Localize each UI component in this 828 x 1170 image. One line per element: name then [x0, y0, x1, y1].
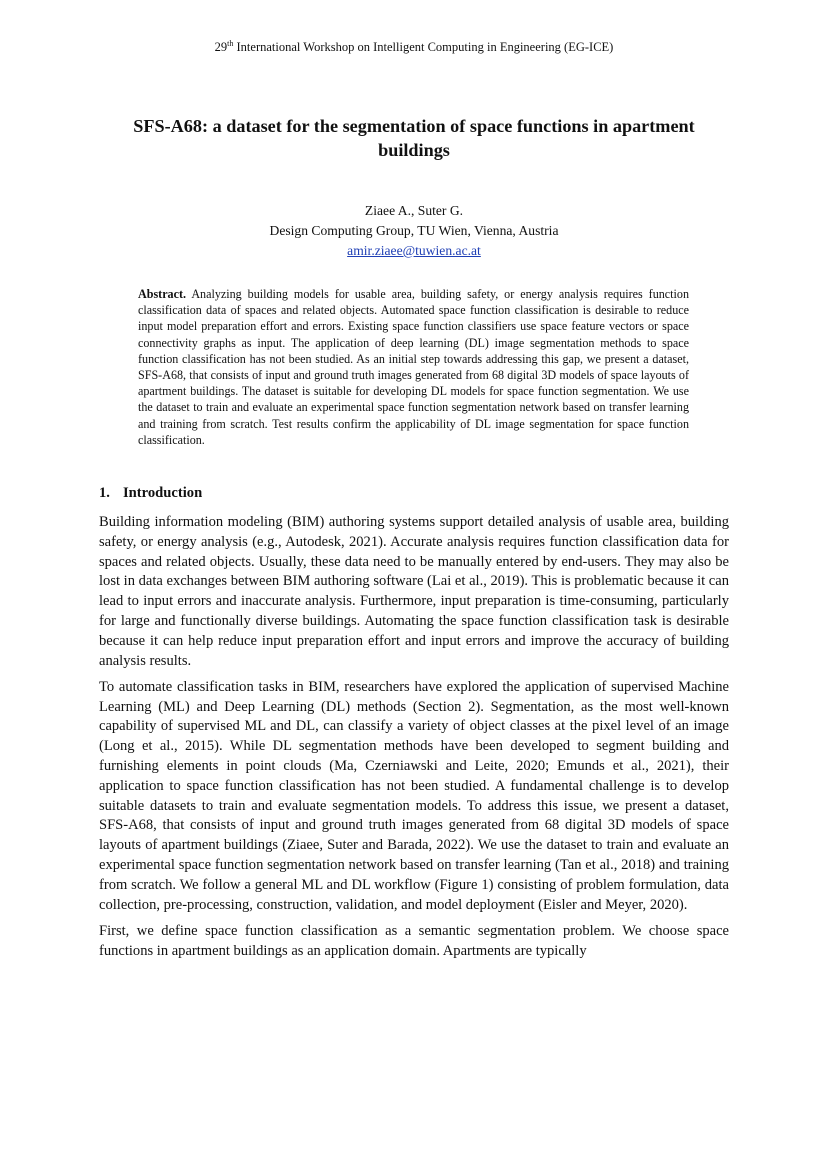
abstract-text: Analyzing building models for usable area, building safety, or energy analysis requires function classification data of spaces and related objects. Automated space function classification is desirable to reduce input model preparation effort and errors. Existing space function classifiers use space feature vectors or space connectivity graphs as input. The application of deep learning (DL) image segmentation methods to space function classification has not been studied. As an initial step towards addressing this gap, we present a dataset, SFS-A68, that consists of input and ground truth images generated from 68 digital 3D models of space layouts of apartment buildings. The dataset is suitable for developing DL models for space function segmentation. We use the dataset to train and evaluate an experimental space function segmentation network based on transfer learning and training from scratch. Test results confirm the applicability of DL image segmentation for space function classification. [138, 287, 689, 447]
abstract-label: Abstract. [138, 287, 187, 301]
abstract [138, 286, 689, 448]
author-block [0, 201, 828, 261]
author-affiliation: Design Computing Group, TU Wien, Vienna, Austria [269, 223, 559, 238]
header-ordinal: 29 [214, 40, 228, 55]
paper-title: SFS-A68: a dataset for the segmentation of space functions in apartment buildings [133, 116, 695, 160]
body-text [99, 513, 729, 968]
body-paragraph: Building information modeling (BIM) authoring systems support detailed analysis of usable area, building safety, or energy analysis (e.g., Autodesk, 2021). Accurate analysis requires function classification data for spaces and related objects. Usually, these data need to be manually entered by end-users. They may also be lost in data exchanges between BIM authoring software (Lai et al., 2019). This is problematic because it can lead to input errors and inaccurate analysis. Furthermore, input preparation is time-consuming, particularly for large and functionally diverse buildings. Automating the space function classification task is desirable because it can help reduce input preparation effort and input errors and improve the accuracy of building analysis results. [99, 514, 729, 669]
header-ordinal-suffix: th [227, 39, 234, 48]
body-paragraph: First, we define space function classification as a semantic segmentation problem. We choose space functions in apartment buildings as an application domain. Apartments are typically [99, 922, 729, 959]
header-workshop-name: International Workshop on Intelligent Computing in Engineering (EG-ICE) [233, 40, 614, 55]
running-header [0, 39, 828, 55]
body-paragraph: To automate classification tasks in BIM, researchers have explored the application of supervised Machine Learning (ML) and Deep Learning (DL) methods (Section 2). Segmentation, as the most well-known capability of supervised ML and DL, can classify a variety of object classes at the pixel level of an image (Long et al., 2015). While DL segmentation methods have been developed to segment building and furnishing elements in point clouds (Ma, Czerniawski and Leite, 2020; Emunds et al., 2021), their application to space function classification has not been studied. A fundamental challenge is to develop suitable datasets to train and evaluate segmentation models. To address this issue, we present a dataset, SFS-A68, that consists of input and ground truth images generated from 68 digital 3D models of space layouts of apartment buildings (Ziaee, Suter and Barada, 2022). We use the dataset to train and evaluate an experimental space function segmentation network based on transfer learning (Tan et al., 2018) and training from scratch. We follow a general ML and DL workflow (Figure 1) consisting of problem formulation, data collection, pre-processing, construction, validation, and model deployment (Eisler and Meyer, 2020). [99, 678, 729, 913]
author-email-link[interactable]: amir.ziaee@tuwien.ac.at [347, 243, 481, 258]
section-number: 1. [99, 485, 110, 501]
section-title: Introduction [123, 485, 203, 501]
author-names: Ziaee A., Suter G. [364, 203, 464, 218]
section-heading [99, 485, 202, 502]
